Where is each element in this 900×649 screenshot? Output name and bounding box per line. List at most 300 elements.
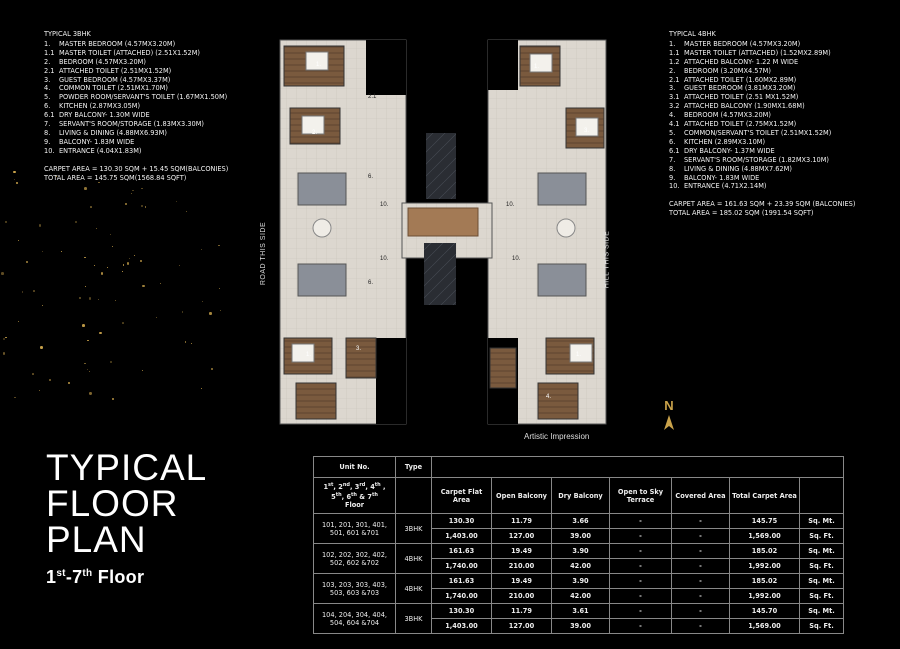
header-dry-balcony: Dry Balcony [552, 478, 610, 514]
header-unit-blank [800, 478, 844, 514]
sparkle-dot [16, 182, 19, 185]
sparkle-dot [185, 341, 187, 343]
sparkle-dot [87, 340, 88, 341]
legend-item-text: GUEST BEDROOM (3.81MX3.20M) [684, 84, 796, 93]
sparkle-dot [5, 337, 7, 339]
table-cell: Sq. Mt. [800, 514, 844, 529]
sparkle-dot [134, 255, 135, 256]
table-cell: 210.00 [492, 559, 552, 574]
sparkle-dot [101, 272, 103, 274]
legend-item [669, 174, 855, 183]
sparkle-dot [87, 369, 88, 370]
legend-3bhk-items [44, 40, 228, 156]
legend-item-number: 6. [669, 137, 676, 146]
unit-numbers-cell: 102, 202, 302, 402, 502, 602 &702 [314, 544, 396, 574]
sparkle-dot [107, 267, 108, 268]
sparkle-dot [42, 251, 43, 252]
sparkle-dot [179, 265, 180, 266]
road-this-side-label: ROAD THIS SIDE [260, 221, 268, 286]
legend-item-number: 4. [44, 84, 51, 93]
legend-item-text: KITCHEN (2.87MX3.05M) [59, 102, 141, 111]
svg-text:10.: 10. [506, 202, 515, 208]
sparkle-dot [131, 193, 132, 194]
sparkle-dot [61, 251, 62, 252]
legend-item [44, 93, 228, 102]
svg-text:10.: 10. [380, 202, 389, 208]
svg-text:4.: 4. [546, 394, 552, 400]
legend-item-text: BALCONY- 1.83M WIDE [684, 173, 760, 182]
sparkle-dot [141, 188, 143, 190]
unit-numbers-cell: 104, 204, 304, 404, 504, 604 &704 [314, 604, 396, 634]
unit-type-cell: 4BHK [396, 574, 432, 604]
table-cell: 19.49 [492, 574, 552, 589]
table-cell: 11.79 [492, 514, 552, 529]
legend-3bhk-heading: TYPICAL 3BHK [44, 30, 91, 38]
sparkle-dot [140, 260, 142, 262]
sparkle-dot [89, 371, 91, 373]
legend-item [669, 49, 855, 58]
legend-item-number: 6.1 [44, 111, 55, 120]
sparkle-dot [96, 228, 97, 229]
sparkle-dot [156, 317, 157, 318]
legend-item-number: 3. [669, 84, 676, 93]
legend-item-number: 1.2 [669, 57, 680, 66]
table-cell: 19.49 [492, 544, 552, 559]
table-cell: - [610, 574, 672, 589]
sparkle-dot [182, 311, 184, 313]
sparkle-dot [129, 258, 130, 259]
legend-item [669, 40, 855, 49]
table-cell: 3.61 [552, 604, 610, 619]
table-row [314, 574, 844, 589]
floor-word: Floor [92, 567, 145, 587]
table-cell: 130.30 [432, 604, 492, 619]
legend-item-number: 4. [669, 111, 676, 120]
sparkle-dot [201, 249, 202, 250]
sparkle-dot [201, 388, 202, 389]
floor-end-sup: th [82, 568, 93, 579]
legend-item-text: ATTACHED BALCONY (1.90MX1.68M) [684, 102, 805, 111]
sparkle-dot [218, 245, 219, 246]
floor-range-subtitle [46, 567, 144, 588]
table-cell: 39.00 [552, 619, 610, 634]
table-cell: 185.02 [730, 544, 800, 559]
floors-label-part: st [328, 482, 334, 489]
header-floors [314, 478, 396, 514]
sparkle-dot [141, 205, 143, 207]
sparkle-dot [122, 271, 123, 272]
sparkle-dot [79, 297, 81, 299]
header-open-balcony: Open Balcony [492, 478, 552, 514]
table-cell: 1,740.00 [432, 589, 492, 604]
legend-item-number: 7. [669, 155, 676, 164]
table-cell: 145.70 [730, 604, 800, 619]
floors-label-part: th [371, 491, 378, 498]
legend-item [669, 147, 855, 156]
table-cell: 185.02 [730, 574, 800, 589]
sparkle-dot [127, 262, 129, 264]
legend-item [44, 67, 228, 76]
floors-label-part: Floor [344, 500, 365, 509]
header-total-carpet-area: Total Carpet Area [730, 478, 800, 514]
table-row [314, 544, 844, 559]
legend-item-text: ATTACHED BALCONY- 1.22 M WIDE [684, 57, 799, 66]
svg-text:6.: 6. [368, 174, 374, 180]
table-cell: - [610, 559, 672, 574]
sparkle-dot [85, 286, 86, 287]
svg-text:10.: 10. [512, 256, 521, 262]
legend-3bhk-total-area: TOTAL AREA = 145.75 SQM(1568.84 SQFT) [44, 173, 187, 182]
legend-item [44, 58, 228, 67]
legend-item-text: GUEST BEDROOM (4.57MX3.37M) [59, 75, 171, 84]
legend-item [669, 120, 855, 129]
legend-item-text: MASTER TOILET (ATTACHED) (1.52MX2.89M) [684, 48, 831, 57]
sparkle-dot [211, 368, 213, 370]
sparkle-dot [18, 321, 19, 322]
legend-item-text: LIVING & DINING (4.88MX7.62M) [684, 164, 792, 173]
legend-4bhk-carpet-area: CARPET AREA = 161.63 SQM + 23.39 SQM (BALCONIES) [669, 200, 856, 209]
table-cell: Sq. Ft. [800, 619, 844, 634]
legend-item-text: BALCONY- 1.83M WIDE [59, 137, 135, 146]
unit-numbers-cell: 101, 201, 301, 401, 501, 601 &701 [314, 514, 396, 544]
unit-type-cell: 3BHK [396, 514, 432, 544]
legend-item-number: 10. [669, 182, 680, 191]
unit-area-table [313, 456, 844, 634]
sparkle-dot [5, 221, 6, 222]
table-cell: - [672, 589, 730, 604]
artistic-impression-caption: Artistic Impression [524, 432, 590, 441]
sparkle-dot [99, 332, 101, 334]
table-cell: - [672, 514, 730, 529]
sparkle-dot [32, 373, 34, 375]
title-line-2: FLOOR [46, 483, 179, 524]
floors-label-part: 5 [331, 492, 336, 501]
legend-item [44, 120, 228, 129]
legend-item-number: 9. [669, 173, 676, 182]
header-blank [432, 457, 844, 478]
table-cell: 3.90 [552, 574, 610, 589]
legend-item-text: ATTACHED TOILET (2.51MX1.52M) [59, 66, 172, 75]
north-arrow-icon [659, 413, 679, 433]
svg-text:1.: 1. [576, 352, 582, 358]
legend-item-number: 7. [44, 120, 51, 129]
legend-item-number: 6. [44, 102, 51, 111]
legend-item-text: MASTER TOILET (ATTACHED) (2.51X1.52M) [59, 48, 200, 57]
legend-item-text: ENTRANCE (4.04X1.83M) [59, 146, 142, 155]
floors-label-part: , [380, 483, 386, 492]
svg-text:1.: 1. [316, 62, 322, 68]
legend-item-number: 2.1 [669, 75, 680, 84]
table-cell: 161.63 [432, 544, 492, 559]
table-cell: - [672, 574, 730, 589]
table-cell: - [610, 604, 672, 619]
table-cell: - [610, 589, 672, 604]
sparkle-dot [40, 346, 42, 348]
legend-item [44, 147, 228, 156]
legend-3bhk [44, 30, 228, 183]
sparkle-dot [3, 352, 5, 354]
legend-item-text: ENTRANCE (4.71X2.14M) [684, 182, 767, 191]
legend-item [669, 67, 855, 76]
header-carpet-flat-area: Carpet Flat Area [432, 478, 492, 514]
header-type-blank [396, 478, 432, 514]
sparkle-dot [122, 322, 124, 324]
svg-text:2.: 2. [312, 130, 318, 136]
legend-item-number: 5. [669, 128, 676, 137]
north-indicator [659, 398, 679, 442]
svg-text:3.: 3. [356, 346, 362, 352]
table-cell: 39.00 [552, 529, 610, 544]
svg-text:6.: 6. [368, 280, 374, 286]
unit-type-cell: 4BHK [396, 544, 432, 574]
legend-item-number: 8. [44, 128, 51, 137]
legend-item-text: POWDER ROOM/SERVANT'S TOILET (1.67MX1.50M) [59, 93, 228, 102]
sparkle-dot [89, 297, 91, 299]
legend-4bhk-heading: TYPICAL 4BHK [669, 30, 716, 38]
sparkle-dot [84, 187, 87, 190]
legend-item-number: 5. [44, 93, 51, 102]
sparkle-dot [39, 390, 40, 391]
table-cell: 210.00 [492, 589, 552, 604]
sparkle-dot [125, 203, 127, 205]
legend-item [44, 111, 228, 120]
legend-item [669, 111, 855, 120]
legend-item-text: LIVING & DINING (4.88MX6.93M) [59, 128, 167, 137]
legend-item-number: 4.1 [669, 120, 680, 129]
sparkle-dot [112, 398, 114, 400]
sparkle-dot [90, 206, 92, 208]
table-cell: - [610, 529, 672, 544]
legend-item [44, 138, 228, 147]
sparkle-dot [209, 312, 211, 314]
table-cell: - [610, 544, 672, 559]
table-cell: Sq. Mt. [800, 574, 844, 589]
legend-item-text: COMMON TOILET (2.51MX1.70M) [59, 84, 168, 93]
table-cell: Sq. Ft. [800, 589, 844, 604]
legend-item-number: 1.1 [44, 48, 55, 57]
sparkle-dot [14, 397, 15, 398]
sparkle-dot [42, 305, 43, 306]
legend-item-number: 8. [669, 164, 676, 173]
legend-item-number: 6.1 [669, 146, 680, 155]
header-open-to-sky-terrace: Open to Sky Terrace [610, 478, 672, 514]
legend-item [669, 156, 855, 165]
legend-item-text: COMMON/SERVANT'S TOILET (2.51MX1.52M) [684, 128, 832, 137]
sparkle-dot [142, 285, 144, 287]
legend-item-text: SERVANT'S ROOM/STORAGE (1.82MX3.10M) [684, 155, 829, 164]
page-title [46, 447, 208, 560]
legend-item [44, 40, 228, 49]
legend-item-number: 1.1 [669, 48, 680, 57]
svg-text:1.: 1. [306, 352, 312, 358]
sparkle-dot [49, 379, 51, 381]
sparkle-dot [115, 300, 116, 301]
table-cell: 1,740.00 [432, 559, 492, 574]
table-cell: 1,403.00 [432, 529, 492, 544]
legend-item [669, 93, 855, 102]
legend-item-text: DRY BALCONY- 1.30M WIDE [59, 111, 150, 120]
title-line-3: PLAN [46, 519, 147, 560]
sparkle-dot [75, 221, 76, 222]
legend-item-number: 2. [44, 57, 51, 66]
legend-item-number: 2. [669, 66, 676, 75]
legend-item-number: 9. [44, 137, 51, 146]
hill-this-side-label: HILL THIS SIDE [603, 230, 611, 289]
table-cell: - [672, 619, 730, 634]
sparkle-dot [14, 179, 15, 180]
sparkle-dot [142, 370, 143, 371]
sparkle-dot [94, 265, 95, 266]
sparkle-dot [220, 310, 221, 311]
table-cell: Sq. Mt. [800, 544, 844, 559]
legend-item-text: ATTACHED TOILET (2.51 MX1.52M) [684, 93, 799, 102]
legend-item-text: BEDROOM (4.57MX3.20M) [59, 57, 146, 66]
legend-item [44, 76, 228, 85]
sparkle-dot [132, 190, 133, 191]
floor-end: -7 [65, 567, 83, 587]
sparkle-dot [186, 211, 187, 212]
table-cell: 1,992.00 [730, 559, 800, 574]
legend-item [669, 84, 855, 93]
table-cell: 127.00 [492, 619, 552, 634]
legend-item-text: SERVANT'S ROOM/STORAGE (1.83MX3.30M) [59, 120, 204, 129]
sparkle-dot [145, 206, 147, 208]
legend-item [669, 138, 855, 147]
sparkle-dot [191, 343, 193, 345]
legend-item [669, 58, 855, 67]
legend-item [669, 102, 855, 111]
table-cell: 3.66 [552, 514, 610, 529]
unit-numbers-cell: 103, 203, 303, 403, 503, 603 &703 [314, 574, 396, 604]
table-cell: 127.00 [492, 529, 552, 544]
legend-3bhk-carpet-area: CARPET AREA = 130.30 SQM + 15.45 SQM(BALCONIES) [44, 164, 229, 173]
legend-item-number: 3.1 [669, 93, 680, 102]
sparkle-dot [22, 291, 23, 292]
legend-item [44, 49, 228, 58]
table-cell: 42.00 [552, 589, 610, 604]
legend-item-text: MASTER BEDROOM (4.57MX3.20M) [684, 39, 801, 48]
table-cell: Sq. Mt. [800, 604, 844, 619]
north-letter: N [664, 398, 674, 413]
legend-item [669, 182, 855, 191]
floor-plan-illustration [276, 38, 611, 434]
header-type: Type [396, 457, 432, 478]
table-cell: - [610, 619, 672, 634]
table-cell: - [672, 529, 730, 544]
sparkle-dot [219, 288, 220, 289]
sparkle-dot [68, 382, 70, 384]
table-cell: 42.00 [552, 559, 610, 574]
table-cell: 130.30 [432, 514, 492, 529]
floors-label-part: th [374, 482, 381, 489]
legend-item-text: ATTACHED TOILET (1.60MX2.89M) [684, 75, 797, 84]
floors-label-part: , 4 [365, 483, 375, 492]
table-row [314, 604, 844, 619]
legend-item-number: 3.2 [669, 102, 680, 111]
legend-item [669, 165, 855, 174]
legend-item [669, 129, 855, 138]
floors-label-part: , 3 [349, 483, 360, 492]
table-cell: - [672, 544, 730, 559]
floors-label-part: , 2 [333, 483, 343, 492]
table-row [314, 514, 844, 529]
floors-label-part: rd [359, 482, 366, 489]
floors-label-part: th [351, 491, 357, 498]
sparkle-dot [110, 234, 111, 235]
svg-text:2.1: 2.1 [368, 94, 377, 100]
legend-item-text: BEDROOM (4.57MX3.20M) [684, 111, 771, 120]
floor-start-sup: st [56, 568, 66, 579]
sparkle-dot [1, 272, 4, 275]
sparkle-dot [98, 299, 99, 300]
legend-item [44, 102, 228, 111]
floors-label-part: & 7 [357, 492, 372, 501]
sparkle-dot [89, 392, 91, 394]
sparkle-dot [82, 324, 85, 327]
table-cell: 11.79 [492, 604, 552, 619]
sparkle-dot [112, 246, 113, 247]
legend-item [44, 129, 228, 138]
sparkle-dot [160, 283, 161, 284]
sparkle-dot [33, 290, 35, 292]
legend-item-number: 1. [669, 39, 676, 48]
legend-4bhk-total-area: TOTAL AREA = 185.02 SQM (1991.54 SQFT) [669, 209, 814, 218]
sparkle-dot [202, 301, 203, 302]
floor-start: 1 [46, 567, 57, 587]
floors-label-part: , 6 [341, 492, 352, 501]
legend-4bhk [669, 30, 855, 218]
table-cell: Sq. Ft. [800, 529, 844, 544]
title-line-1: TYPICAL [46, 447, 208, 488]
table-cell: 1,992.00 [730, 589, 800, 604]
legend-item-text: DRY BALCONY- 1.37M WIDE [684, 146, 775, 155]
legend-4bhk-items [669, 40, 855, 191]
legend-item-text: BEDROOM (3.20MX4.57M) [684, 66, 771, 75]
floors-label-part: 1 [323, 483, 329, 492]
table-cell: 1,569.00 [730, 529, 800, 544]
legend-item-number: 10. [44, 146, 55, 155]
legend-item [44, 84, 228, 93]
table-cell: - [672, 559, 730, 574]
sparkle-dot [84, 257, 86, 259]
floors-label-part: nd [342, 482, 350, 489]
sparkle-dot [39, 224, 41, 226]
sparkle-dot [13, 171, 15, 173]
legend-item-number: 1. [44, 39, 51, 48]
table-cell: - [672, 604, 730, 619]
sparkle-dot [110, 361, 112, 363]
legend-item-text: ATTACHED TOILET (2.75MX1.52M) [684, 120, 797, 129]
sparkle-dot [123, 264, 124, 265]
svg-text:10.: 10. [380, 256, 389, 262]
table-cell: - [610, 514, 672, 529]
legend-item-text: KITCHEN (2.89MX3.10M) [684, 137, 766, 146]
table-cell: Sq. Ft. [800, 559, 844, 574]
table-cell: 145.75 [730, 514, 800, 529]
header-covered-area: Covered Area [672, 478, 730, 514]
sparkle-dot [26, 261, 28, 263]
sparkle-dot [84, 363, 85, 364]
table-cell: 161.63 [432, 574, 492, 589]
legend-item-text: MASTER BEDROOM (4.57MX3.20M) [59, 39, 176, 48]
sparkle-dot [176, 201, 177, 202]
table-cell: 1,569.00 [730, 619, 800, 634]
unit-type-cell: 3BHK [396, 604, 432, 634]
sparkle-dot [18, 240, 19, 241]
legend-item-number: 2.1 [44, 66, 55, 75]
svg-text:3.: 3. [584, 128, 590, 134]
legend-item-number: 3. [44, 75, 51, 84]
